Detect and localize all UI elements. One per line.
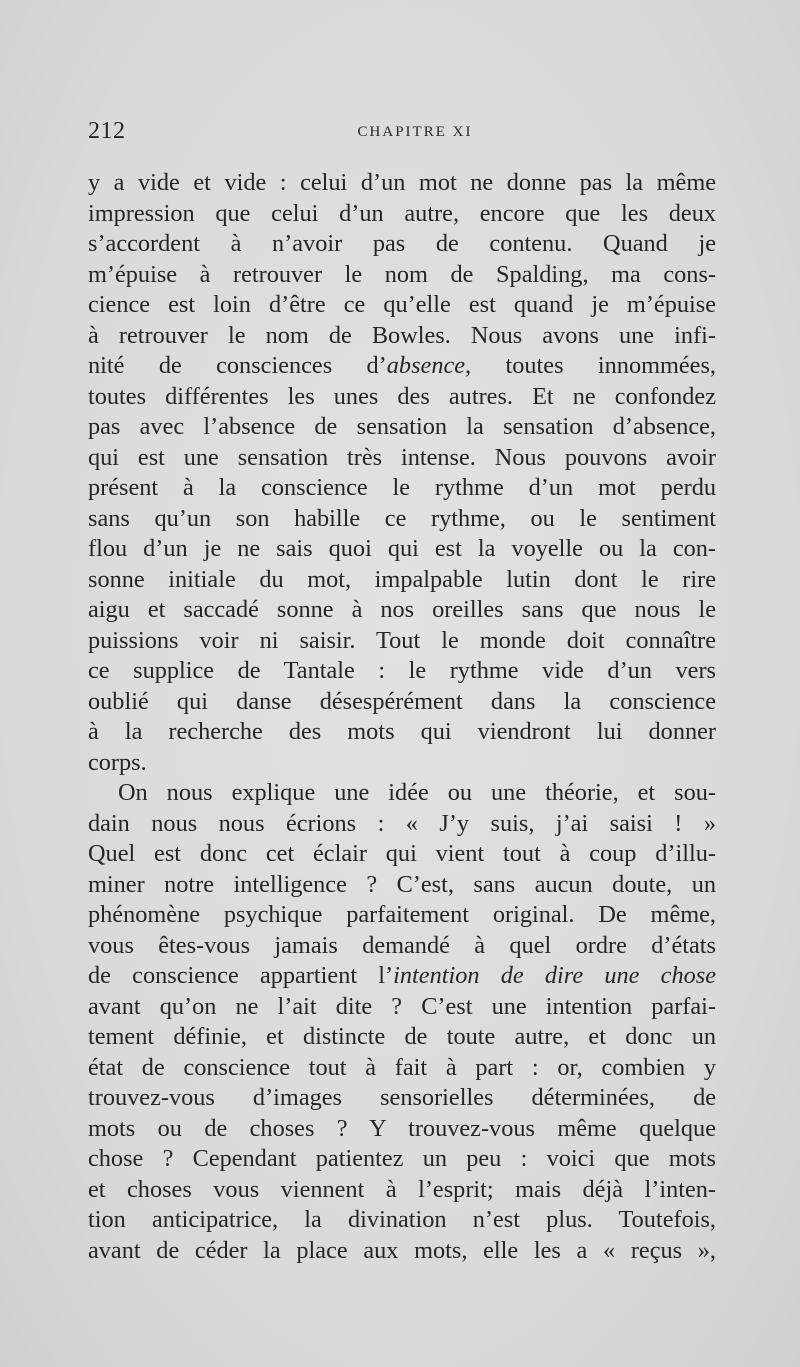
text-line: y a vide et vide : celui d’un mot ne donne pas la même: [88, 169, 716, 196]
text-line: état de conscience tout à fait à part : or, combien y: [88, 1053, 716, 1081]
text-line: flou d’un je ne sais quoi qui est la voyelle ou la con-: [88, 535, 716, 562]
text-line: miner notre intelligence ? C’est, sans aucun doute, un: [88, 870, 716, 898]
page-body: [88, 168, 716, 1266]
text-line: sonne initiale du mot, impalpable lutin dont le rire: [88, 565, 716, 593]
text-line: et choses vous viennent à l’esprit; mais déjà l’inten-: [88, 1175, 716, 1203]
text-line: tion anticipatrice, la divination n’est plus. Toutefois,: [88, 1206, 716, 1233]
text-line: présent à la conscience le rythme d’un mot perdu: [88, 474, 716, 501]
text-line: Quel est donc cet éclair qui vient tout à coup d’illu-: [88, 840, 716, 867]
page-header: [88, 118, 712, 152]
text-line: cience est loin d’être ce qu’elle est quand je m’épuise: [88, 291, 716, 318]
text-line: dain nous nous écrions : « J’y suis, j’ai saisi ! »: [88, 809, 716, 837]
text-fragment: nité de consciences d’: [88, 352, 387, 379]
text-line: puissions voir ni saisir. Tout le monde doit connaître: [88, 626, 716, 654]
text-line: à la recherche des mots qui viendront lui donner: [88, 718, 716, 745]
text-line: s’accordent à n’avoir pas de contenu. Quand je: [88, 230, 716, 257]
text-line: à retrouver le nom de Bowles. Nous avons une infi-: [88, 321, 716, 349]
text-line: [88, 961, 716, 992]
running-head: CHAPITRE XI: [357, 124, 473, 140]
text-line: corps.: [88, 748, 147, 776]
text-fragment: toutes innommées,: [471, 352, 716, 379]
text-line: impression que celui d’un autre, encore que les deux: [88, 199, 716, 227]
text-line: qui est une sensation très intense. Nous pouvons avoir: [88, 443, 716, 471]
page-number: 212: [88, 118, 126, 144]
text-line: aigu et saccadé sonne à nos oreilles sans que nous le: [88, 596, 716, 623]
text-line: [88, 351, 716, 382]
text-line: oublié qui danse désespérément dans la conscience: [88, 687, 716, 715]
text-line: chose ? Cependant patientez un peu : voici que mots: [88, 1145, 716, 1172]
text-line: mots ou de choses ? Y trouvez-vous même quelque: [88, 1114, 716, 1142]
text-line: ce supplice de Tantale : le rythme vide d’un vers: [88, 657, 716, 684]
text-line: tement définie, et distincte de toute autre, et donc un: [88, 1023, 716, 1050]
text-line: avant de céder la place aux mots, elle les a « reçus »,: [88, 1236, 716, 1264]
text-line: pas avec l’absence de sensation la sensation d’absence,: [88, 413, 716, 440]
text-line: sans qu’un son habille ce rythme, ou le sentiment: [88, 504, 716, 532]
text-fragment: de conscience appartient l’: [88, 962, 394, 989]
text-line: On nous explique une idée ou une théorie, et sou-: [118, 779, 716, 806]
text-line: trouvez-vous d’images sensorielles déterminées, de: [88, 1084, 716, 1111]
text-line: vous êtes-vous jamais demandé à quel ordre d’états: [88, 931, 716, 959]
italic-phrase: absence,: [386, 352, 472, 379]
italic-phrase: intention de dire une chose: [393, 962, 716, 989]
text-line: toutes différentes les unes des autres. Et ne confondez: [88, 382, 716, 410]
text-line: phénomène psychique parfaitement original. De même,: [88, 901, 716, 928]
text-line: m’épuise à retrouver le nom de Spalding, ma cons-: [88, 260, 716, 288]
text-line: avant qu’on ne l’ait dite ? C’est une intention parfai-: [88, 992, 716, 1020]
